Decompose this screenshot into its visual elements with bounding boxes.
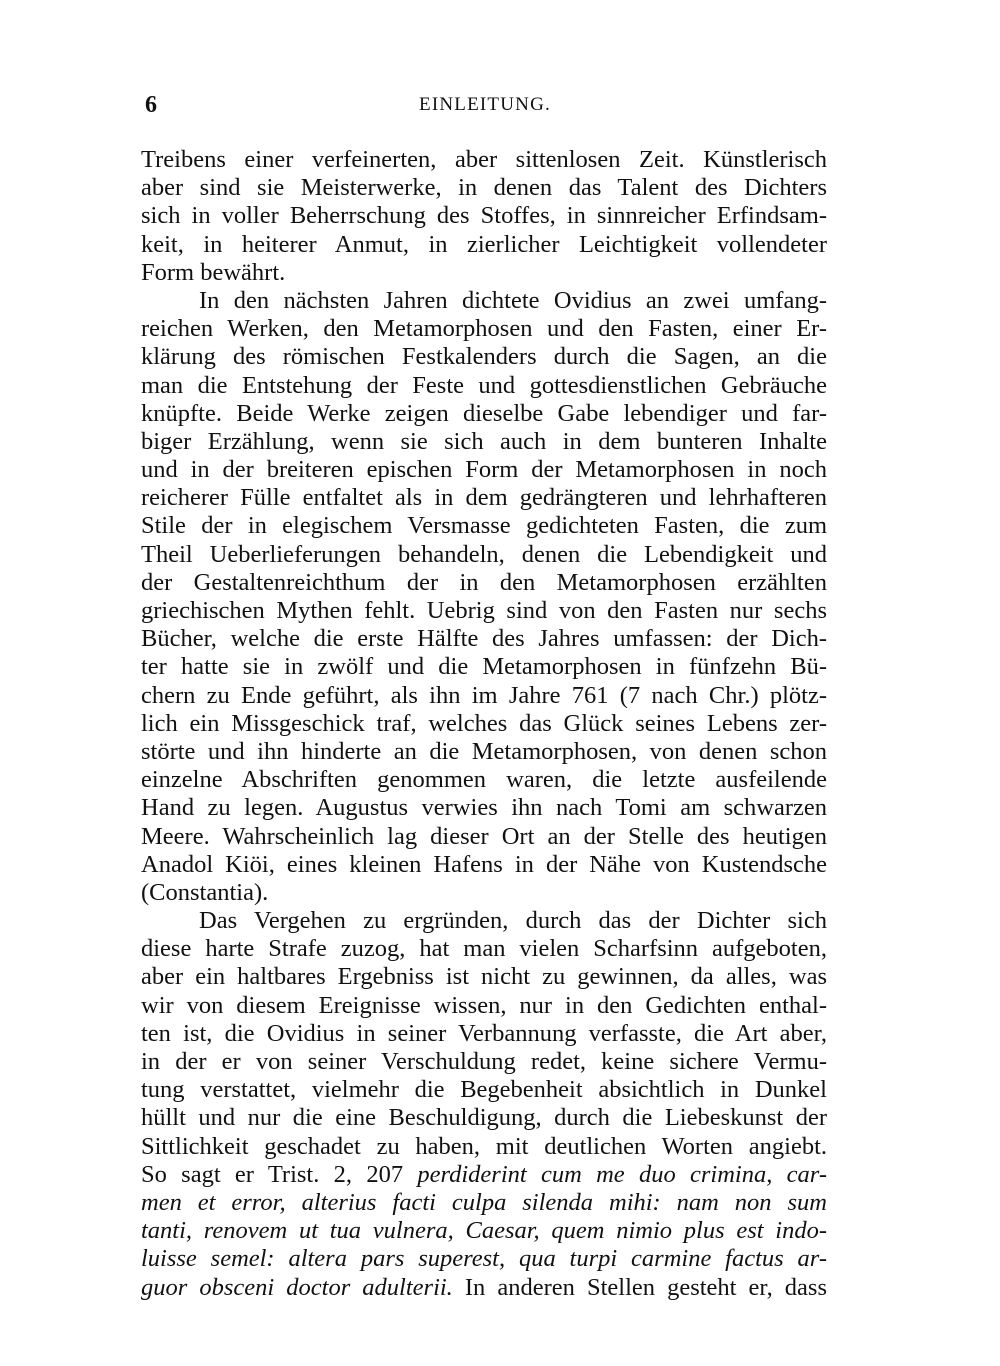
text-line: Bücher, welche die erste Hälfte des Jahres umfassen: der Dich- — [141, 625, 827, 653]
text-line: tung verstattet, vielmehr die Begebenheit absichtlich in Dunkel — [141, 1076, 827, 1104]
latin-quote: men et error, alterius facti culpa silenda mihi: nam non sum — [141, 1188, 827, 1216]
text-line: hüllt und nur die eine Beschuldigung, durch die Liebeskunst der — [141, 1104, 827, 1132]
page-header — [145, 92, 825, 122]
text-line: Theil Ueberlieferungen behandeln, denen die Lebendigkeit und — [141, 540, 827, 568]
text-line-quote — [141, 1161, 827, 1189]
text-line: Anadol Kiöi, eines kleinen Hafens in der Nähe von Kustendsche — [141, 850, 827, 878]
text-line: reicherer Fülle entfaltet als in dem gedrängteren und lehrhafteren — [141, 484, 827, 512]
running-head: EINLEITUNG. — [419, 94, 551, 115]
text-line: Hand zu legen. Augustus verwies ihn nach Tomi am schwarzen — [141, 794, 827, 822]
text-line: (Constantia). — [141, 878, 269, 906]
text-line: man die Entstehung der Feste und gottesdienstlichen Gebräuche — [141, 371, 827, 399]
text-line-paragraph-start: Das Vergehen zu ergründen, durch das der Dichter sich — [199, 907, 827, 935]
text-line: Sittlichkeit geschadet zu haben, mit deutlichen Worten angiebt. — [141, 1132, 827, 1160]
page-number: 6 — [145, 92, 158, 118]
text-line-quote — [141, 1217, 827, 1245]
text-line-paragraph-start: In den nächsten Jahren dichtete Ovidius an zwei umfang- — [199, 286, 827, 314]
text-line: der Gestaltenreichthum der in den Metamorphosen erzählten — [141, 568, 827, 596]
quote-lead-text: So sagt er Trist. 2, 207 — [141, 1160, 418, 1188]
text-line: griechischen Mythen fehlt. Uebrig sind von den Fasten nur sechs — [141, 597, 827, 624]
text-line: biger Erzählung, wenn sie sich auch in dem bunteren Inhalte — [141, 427, 827, 455]
text-line: Meere. Wahrscheinlich lag dieser Ort an der Stelle des heutigen — [141, 822, 827, 850]
text-line: aber sind sie Meisterwerke, in denen das Talent des Dichters — [141, 174, 827, 202]
text-line: sich in voller Beherrschung des Stoffes, in sinnreicher Erfindsam- — [141, 202, 827, 230]
text-line: diese harte Strafe zuzog, hat man vielen Scharfsinn aufgeboten, — [141, 935, 827, 963]
latin-quote: perdiderint cum me duo crimina, car- — [417, 1160, 827, 1188]
text-line: ter hatte sie in zwölf und die Metamorphosen in fünfzehn Bü- — [141, 653, 827, 681]
text-line: lich ein Missgeschick traf, welches das Glück seines Lebens zer- — [141, 709, 827, 737]
text-line: ten ist, die Ovidius in seiner Verbannung verfasste, die Art aber, — [141, 1019, 827, 1047]
latin-quote: luisse semel: altera pars superest, qua turpi carmine factus ar- — [141, 1245, 827, 1273]
body-text — [141, 146, 827, 1302]
text-line: knüpfte. Beide Werke zeigen dieselbe Gabe lebendiger und far- — [141, 399, 827, 427]
text-line: störte und ihn hinderte an die Metamorphosen, von denen schon — [141, 737, 827, 765]
text-line: einzelne Abschriften genommen waren, die letzte ausfeilende — [141, 766, 827, 794]
latin-quote: guor obsceni doctor adulterii. — [141, 1273, 453, 1301]
text-line: chern zu Ende geführt, als ihn im Jahre 761 (7 nach Chr.) plötz- — [141, 681, 827, 709]
text-line: wir von diesem Ereignisse wissen, nur in den Gedichten enthal- — [141, 991, 827, 1019]
text-line: reichen Werken, den Metamorphosen und den Fasten, einer Er- — [141, 315, 827, 343]
text-line-quote — [141, 1274, 827, 1302]
text-line: Stile der in elegischem Versmasse gedichteten Fasten, die zum — [141, 512, 827, 540]
text-line: klärung des römischen Festkalenders durch die Sagen, an die — [141, 343, 827, 371]
quote-trailing-text: In anderen Stellen gesteht er, dass — [452, 1273, 827, 1301]
text-line: in der er von seiner Verschuldung redet, keine sichere Vermu- — [141, 1048, 827, 1075]
text-line-quote — [141, 1189, 827, 1217]
text-line-quote — [141, 1245, 827, 1273]
text-line: aber ein haltbares Ergebniss ist nicht zu gewinnen, da alles, was — [141, 963, 827, 991]
text-line: und in der breiteren epischen Form der Metamorphosen in noch — [141, 456, 827, 484]
text-line: Treibens einer verfeinerten, aber sittenlosen Zeit. Künstlerisch — [141, 146, 827, 173]
text-line: Form bewährt. — [141, 258, 286, 286]
text-line: keit, in heiterer Anmut, in zierlicher Leichtigkeit vollendeter — [141, 230, 827, 258]
latin-quote: tanti, renovem ut tua vulnera, Caesar, quem nimio plus est indo- — [141, 1217, 827, 1245]
